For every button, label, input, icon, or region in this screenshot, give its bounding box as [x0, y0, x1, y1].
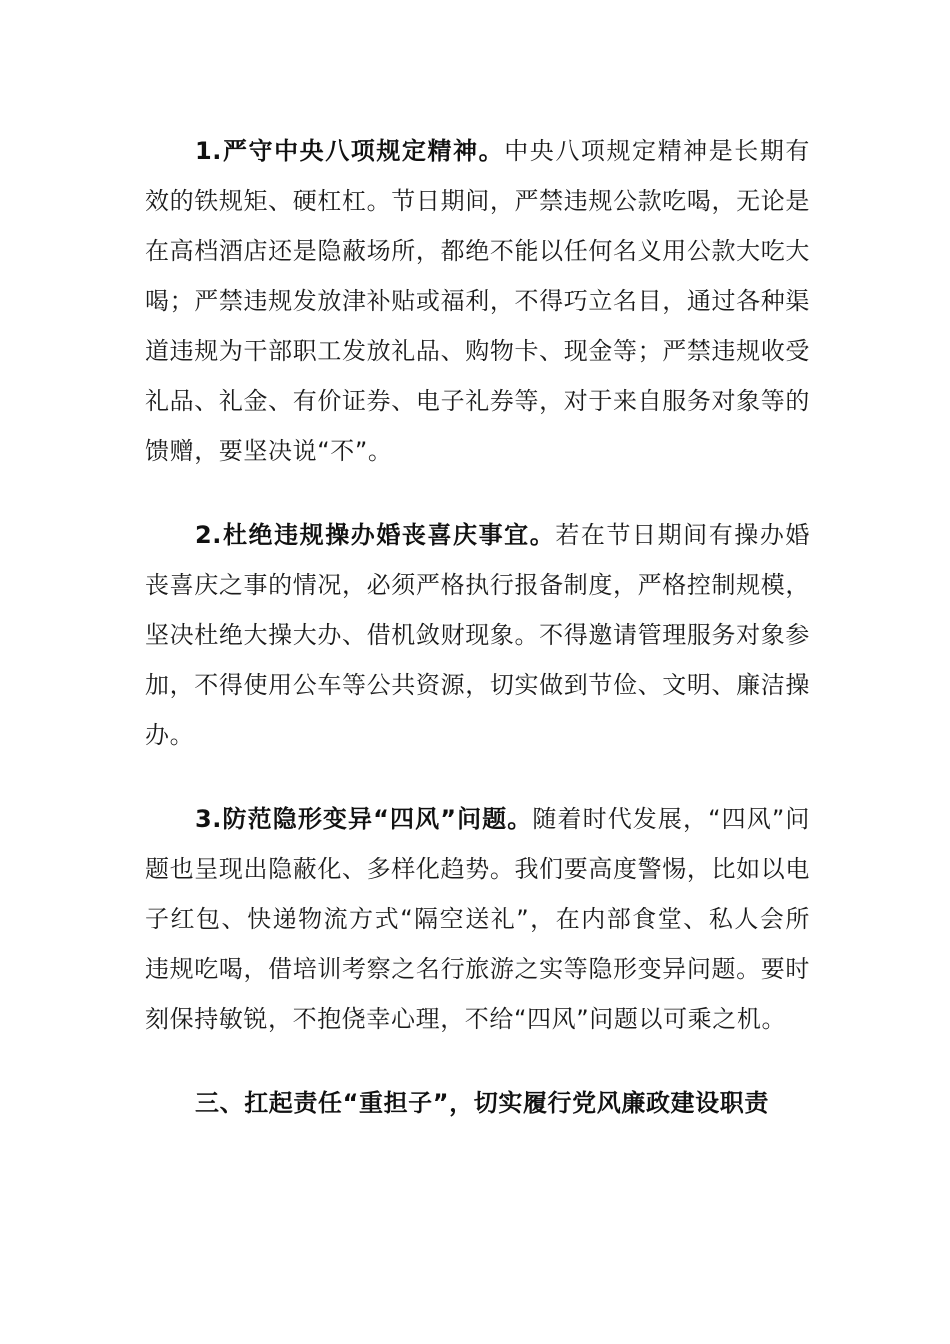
- paragraph-2-heading: 2.杜绝违规操办婚丧喜庆事宜。: [195, 521, 556, 549]
- paragraph-3: [145, 794, 810, 1044]
- paragraph-2: [145, 510, 810, 760]
- document-body: [145, 126, 810, 1128]
- paragraph-1: [145, 126, 810, 476]
- section-title: 三、扛起责任“重担子”，切实履行党风廉政建设职责: [195, 1089, 769, 1117]
- paragraph-3-heading: 3.防范隐形变异“四风”问题。: [195, 805, 533, 833]
- paragraph-3-body: 随着时代发展，“四风”问题也呈现出隐蔽化、多样化趋势。我们要高度警惕，比如以电子红包、快递物流方式“隔空送礼”，在内部食堂、私人会所违规吃喝，借培训考察之名行旅游之实等隐形变异问题。要时刻保持敏锐，不抱侥幸心理，不给“四风”问题以可乘之机。: [145, 805, 810, 1033]
- paragraph-1-heading: 1.严守中央八项规定精神。: [195, 137, 505, 165]
- paragraph-1-body: 中央八项规定精神是长期有效的铁规矩、硬杠杠。节日期间，严禁违规公款吃喝，无论是在高档酒店还是隐蔽场所，都绝不能以任何名义用公款大吃大喝；严禁违规发放津补贴或福利，不得巧立名目，通过各种渠道违规为干部职工发放礼品、购物卡、现金等；严禁违规收受礼品、礼金、有价证券、电子礼券等，对于来自服务对象等的馈赠，要坚决说“不”。: [145, 137, 810, 465]
- paragraph-2-body: 若在节日期间有操办婚丧喜庆之事的情况，必须严格执行报备制度，严格控制规模，坚决杜绝大操大办、借机敛财现象。不得邀请管理服务对象参加，不得使用公车等公共资源，切实做到节俭、文明、廉洁操办。: [145, 521, 810, 749]
